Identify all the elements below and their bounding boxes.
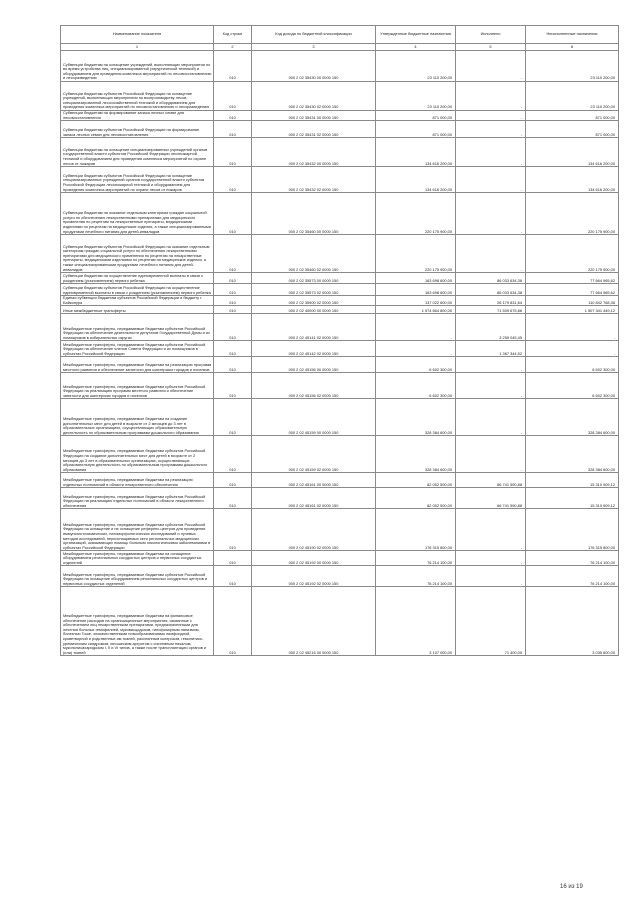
cell-income-code: 000 2 02 45142 02 0000 150 [252,341,376,357]
cell-indicator-name: Субвенции бюджетам на оказание отдельным категориям граждан социальной услуги по обеспечению лекарственными препаратами для медицинского применения по рецептам на лекарственные препараты, медицинскими изделиями по рецептам на медицинские изделия, а также специализированными продуктами лечебного питания для детей-инвалидов [61,193,214,235]
table-row [61,509,619,551]
cell-approved: 871 000,00 [376,111,456,121]
cell-indicator-name: Межбюджетные трансферты, передаваемые бюджетам субъектов Российской Федерации на создание дополнительных мест для детей в возрасте от 2 месяцев до 3 лет в образовательных организациях, осуществляющих образовательную деятельность по образовательным программам дошкольного образования [61,436,214,473]
cell-unexecuted: 1 507 341 449,12 [526,306,619,314]
table-row [61,314,619,341]
cell-approved: 3 107 000,00 [376,587,456,656]
cell-approved: 328 384 600,00 [376,436,456,473]
cell-line-code: 010 [214,357,252,373]
cell-unexecuted: - [526,314,619,341]
cell-indicator-name: Межбюджетные трансферты, передаваемые бюджетам субъектов Российской Федерации на обеспечение деятельности депутатов Государственной Думы и их помощников в избирательных округах [61,314,214,341]
cell-executed: - [456,235,526,273]
cell-line-code: 010 [214,138,252,167]
cell-income-code: 000 2 02 35460 00 0000 150 [252,193,376,235]
column-number: 3 [252,44,376,51]
cell-executed: - [456,121,526,138]
cell-executed: 71 400,00 [456,587,526,656]
table-row [61,566,619,587]
cell-approved: 176 315 800,00 [376,509,456,551]
cell-indicator-name: Межбюджетные трансферты, передаваемые бюджетам субъектов Российской Федерации на оснащение оборудованием региональных сосудистых центров и первичных сосудистых отделений [61,566,214,587]
cell-income-code: 000 2 02 35432 00 0000 150 [252,138,376,167]
cell-line-code: 010 [214,306,252,314]
cell-executed: 86 033 634,38 [456,273,526,284]
cell-unexecuted: 220 175 900,00 [526,193,619,235]
cell-indicator-name: Межбюджетные трансферты, передаваемые бюджетам на реализацию отдельных полномочий в области лекарственного обеспечения [61,473,214,488]
cell-indicator-name: Субвенции бюджетам на осуществление единовременной выплаты в связи с рождением (усыновлением) первого ребенка [61,273,214,284]
cell-approved: 163 698 600,00 [376,284,456,296]
cell-income-code: 000 2 02 35430 00 0000 150 [252,51,376,82]
column-number: 1 [61,44,214,51]
cell-indicator-name: Субвенции бюджетам субъектов Российской Федерации на оснащение учреждений, выполняющих мероприятия по воспроизводству лесов, специализированной лесохозяйственной техникой и оборудованием для проведения комплекса мероприятий по лесовосстановлению и лесоразведению [61,82,214,111]
header-income-code: Код дохода по бюджетной классификации [252,26,376,44]
cell-unexecuted: 6 602 300,00 [526,373,619,399]
cell-line-code: 010 [214,341,252,357]
table-row [61,551,619,566]
header-line-code: Код строки [214,26,252,44]
report-sheet [60,25,618,656]
table-row [61,82,619,111]
column-number: 4 [376,44,456,51]
cell-income-code: 000 2 02 45159 02 0000 150 [252,436,376,473]
cell-unexecuted: 110 842 768,36 [526,296,619,306]
cell-executed: 71 539 675,86 [456,306,526,314]
cell-approved: - [376,314,456,341]
cell-executed: 1 367 344,52 [456,341,526,357]
cell-approved: 82 052 500,00 [376,473,456,488]
cell-indicator-name: Межбюджетные трансферты, передаваемые бюджетам субъектов Российской Федерации на реализацию отдельных полномочий в области лекарственного обеспечения [61,488,214,509]
column-number: 6 [526,44,619,51]
table-row [61,399,619,436]
table-row [61,111,619,121]
cell-approved: 23 110 200,00 [376,82,456,111]
table-row [61,488,619,509]
cell-indicator-name: Межбюджетные трансферты, передаваемые бюджетам на реализацию программ местного развития и обеспечение занятости для шахтерских городов и поселков [61,357,214,373]
cell-income-code: 000 2 02 35573 02 0000 150 [252,284,376,296]
cell-executed: 3 259 045,45 [456,314,526,341]
cell-income-code: 000 2 02 40000 00 0000 150 [252,306,376,314]
table-row [61,121,619,138]
cell-approved: 82 052 500,00 [376,488,456,509]
cell-unexecuted: 871 000,00 [526,121,619,138]
cell-executed: - [456,551,526,566]
cell-executed: - [456,357,526,373]
cell-executed: - [456,566,526,587]
table-row [61,167,619,193]
cell-approved: 163 698 600,00 [376,273,456,284]
table-row [61,296,619,306]
cell-income-code: 000 2 02 35431 00 0000 150 [252,111,376,121]
cell-income-code: 000 2 02 35460 02 0000 150 [252,235,376,273]
cell-line-code: 010 [214,587,252,656]
column-number: 2 [214,44,252,51]
table-row [61,273,619,284]
cell-income-code: 000 2 02 35431 02 0000 150 [252,121,376,138]
cell-unexecuted: 15 310 909,12 [526,488,619,509]
cell-executed: - [456,399,526,436]
cell-approved: 134 616 200,00 [376,167,456,193]
budget-execution-table [60,25,619,656]
table-header-row [61,26,619,44]
cell-executed: - [456,193,526,235]
cell-approved: 76 214 100,00 [376,566,456,587]
cell-indicator-name: Субвенции бюджетам на формирование запаса лесных семян для лесовосстановления [61,111,214,121]
cell-unexecuted: 328 384 600,00 [526,399,619,436]
cell-unexecuted: 134 616 200,00 [526,167,619,193]
cell-approved: 220 175 900,00 [376,235,456,273]
cell-line-code: 010 [214,509,252,551]
cell-indicator-name: Межбюджетные трансферты, передаваемые бюджетам на финансовое обеспечение расходов на организационные мероприятия, связанные с обеспечением лиц лекарственными препаратами, предназначенными для лечения больных гемофилией, муковисцидозом, гипофизарным нанизмом, болезнью Гоше, злокачественными новообразованиями лимфоидной, кроветворной и родственных им тканей, рассеянным склерозом, гемолитико-уремическим синдромом, юношеским артритом с системным началом, мукополисахаридозом I, II и VI типов, а также после трансплантации органов и (или) тканей [61,587,214,656]
cell-line-code: 010 [214,284,252,296]
cell-executed: 86 033 634,38 [456,284,526,296]
page-number: 16 из 19 [560,884,583,890]
cell-line-code: 010 [214,296,252,306]
cell-executed: 66 741 590,88 [456,473,526,488]
cell-line-code: 010 [214,273,252,284]
cell-line-code: 010 [214,111,252,121]
cell-indicator-name: Единая субвенция бюджетам субъектов Российской Федерации и бюджету г. Байконура [61,296,214,306]
cell-income-code: 000 2 02 45161 02 0000 150 [252,488,376,509]
cell-income-code: 000 2 02 45156 02 0000 150 [252,373,376,399]
cell-income-code: 000 2 02 45141 02 0000 150 [252,314,376,341]
table-row [61,587,619,656]
cell-approved: 6 602 300,00 [376,357,456,373]
cell-indicator-name: Субвенции бюджетам на оснащение специализированных учреждений органов государственной власти субъектов Российской Федерации лесопожарной техникой и оборудованием для проведения комплекса мероприятий по охране лесов от пожаров [61,138,214,167]
cell-approved: 220 175 900,00 [376,193,456,235]
cell-income-code: 000 2 02 45156 00 0000 150 [252,357,376,373]
table-body [61,51,619,656]
cell-line-code: 010 [214,193,252,235]
cell-executed: 26 179 831,64 [456,296,526,306]
table-row [61,284,619,296]
header-indicator-name: Наименование показателя [61,26,214,44]
cell-income-code: 000 2 02 45161 00 0000 150 [252,473,376,488]
table-row [61,138,619,167]
cell-indicator-name: Межбюджетные трансферты, передаваемые бюджетам субъектов Российской Федерации на реализацию программ местного развития и обеспечение занятости для шахтерских городов и поселков [61,373,214,399]
cell-income-code: 000 2 02 45216 00 0000 150 [252,587,376,656]
table-row [61,306,619,314]
cell-indicator-name: Межбюджетные трансферты, передаваемые бюджетам субъектов Российской Федерации на обеспечение членов Совета Федерации и их помощников в субъектах Российской Федерации [61,341,214,357]
column-number: 5 [456,44,526,51]
cell-unexecuted: 220 175 900,00 [526,235,619,273]
table-row [61,193,619,235]
cell-executed: - [456,373,526,399]
table-row [61,341,619,357]
cell-line-code: 010 [214,51,252,82]
cell-line-code: 010 [214,473,252,488]
cell-indicator-name: Субвенции бюджетам субъектов Российской Федерации на формирование запаса лесных семян для лесовосстановления [61,121,214,138]
cell-executed: - [456,51,526,82]
cell-line-code: 010 [214,167,252,193]
cell-unexecuted: 77 664 965,62 [526,273,619,284]
cell-approved: 134 616 200,00 [376,138,456,167]
header-approved: Утвержденные бюджетные назначения [376,26,456,44]
cell-indicator-name: Субвенции бюджетам на оснащение учреждений, выполняющих мероприятия по во время устройства лиц, специализированной (хирургической техникой) и оборудованием для проведения комплекса мероприятий по лесовосстановлению и лесоразведению [61,51,214,82]
cell-executed: 66 741 590,88 [456,488,526,509]
cell-executed: - [456,436,526,473]
cell-unexecuted: 328 384 600,00 [526,436,619,473]
table-row [61,51,619,82]
cell-unexecuted: - [526,341,619,357]
cell-unexecuted: 76 214 100,00 [526,566,619,587]
cell-unexecuted: 3 035 600,00 [526,587,619,656]
cell-approved: 871 000,00 [376,121,456,138]
cell-indicator-name: Межбюджетные трансферты, передаваемые бюджетам субъектов Российской Федерации на оснащение и не оснащение референс-центров для проведения иммуногистохимических, патоморфологических исследований и лучевых методов исследований, переоснащаемых сети региональных медицинских организаций, оказывающих помощь больным онкологическими заболеваниями в субъектах Российской Федерации [61,509,214,551]
cell-income-code: 000 2 02 45190 02 0000 150 [252,509,376,551]
cell-line-code: 010 [214,436,252,473]
table-row [61,436,619,473]
cell-approved: 76 214 100,00 [376,551,456,566]
cell-unexecuted: 176 315 800,00 [526,509,619,551]
cell-unexecuted: 15 310 909,12 [526,473,619,488]
table-row [61,357,619,373]
cell-approved: 1 574 664 800,00 [376,306,456,314]
cell-line-code: 010 [214,488,252,509]
cell-line-code: 010 [214,82,252,111]
cell-unexecuted: 76 214 100,00 [526,551,619,566]
cell-indicator-name: Иные межбюджетные трансферты [61,306,214,314]
cell-unexecuted: 6 602 300,00 [526,357,619,373]
cell-executed: - [456,111,526,121]
cell-line-code: 010 [214,121,252,138]
cell-income-code: 000 2 02 35430 02 0000 150 [252,82,376,111]
cell-line-code: 010 [214,566,252,587]
cell-indicator-name: Субвенции бюджетам субъектов Российской Федерации на оказание отдельным категориям граждан социальной услуги по обеспечению лекарственными препаратами для медицинского применения по рецептам на лекарственные препараты, медицинскими изделиями по рецептам на медицинские изделия, а также специализированными продуктами лечебного питания для детей-инвалидов [61,235,214,273]
cell-indicator-name: Межбюджетные трансферты, передаваемые бюджетам на оснащение оборудованием региональных сосудистых центров и первичных сосудистых отделений [61,551,214,566]
table-row [61,235,619,273]
cell-income-code: 000 2 02 45192 02 0000 150 [252,566,376,587]
cell-unexecuted: 871 000,00 [526,111,619,121]
cell-line-code: 010 [214,235,252,273]
cell-executed: - [456,82,526,111]
cell-income-code: 000 2 02 45159 00 0000 150 [252,399,376,436]
cell-executed: - [456,509,526,551]
cell-executed: - [456,138,526,167]
cell-unexecuted: 134 616 200,00 [526,138,619,167]
cell-executed: - [456,167,526,193]
table-row [61,473,619,488]
cell-unexecuted: 23 110 200,00 [526,82,619,111]
table-row [61,373,619,399]
cell-income-code: 000 2 02 35573 00 0000 150 [252,273,376,284]
cell-income-code: 000 2 02 35900 02 0000 150 [252,296,376,306]
cell-line-code: 010 [214,314,252,341]
cell-indicator-name: Субвенции бюджетам субъектов Российской Федерации на осуществление единовременной выплаты в связи с рождением (усыновлением) первого ребенка [61,284,214,296]
cell-indicator-name: Межбюджетные трансферты, передаваемые бюджетам на создание дополнительных мест для детей в возрасте от 2 месяцев до 3 лет в образовательных организациях, осуществляющих образовательную деятельность по образовательным программам дошкольного образования [61,399,214,436]
cell-income-code: 000 2 02 45192 00 0000 150 [252,551,376,566]
cell-approved: 6 602 300,00 [376,373,456,399]
header-executed: Исполнено [456,26,526,44]
cell-line-code: 010 [214,399,252,436]
cell-unexecuted: 23 110 200,00 [526,51,619,82]
cell-line-code: 010 [214,551,252,566]
cell-approved: - [376,341,456,357]
cell-approved: 23 110 200,00 [376,51,456,82]
cell-line-code: 010 [214,373,252,399]
cell-unexecuted: 77 664 965,62 [526,284,619,296]
cell-approved: 137 022 600,00 [376,296,456,306]
cell-income-code: 000 2 02 35432 02 0000 150 [252,167,376,193]
column-number-row [61,44,619,51]
cell-approved: 328 384 600,00 [376,399,456,436]
cell-indicator-name: Субвенции бюджетам субъектов Российской Федерации на оснащение специализированных учреждений органов государственной власти субъектов Российской Федерации лесопожарной техникой и оборудованием для проведения комплекса мероприятий по охране лесов от пожаров [61,167,214,193]
header-unexecuted: Неисполненные назначения [526,26,619,44]
